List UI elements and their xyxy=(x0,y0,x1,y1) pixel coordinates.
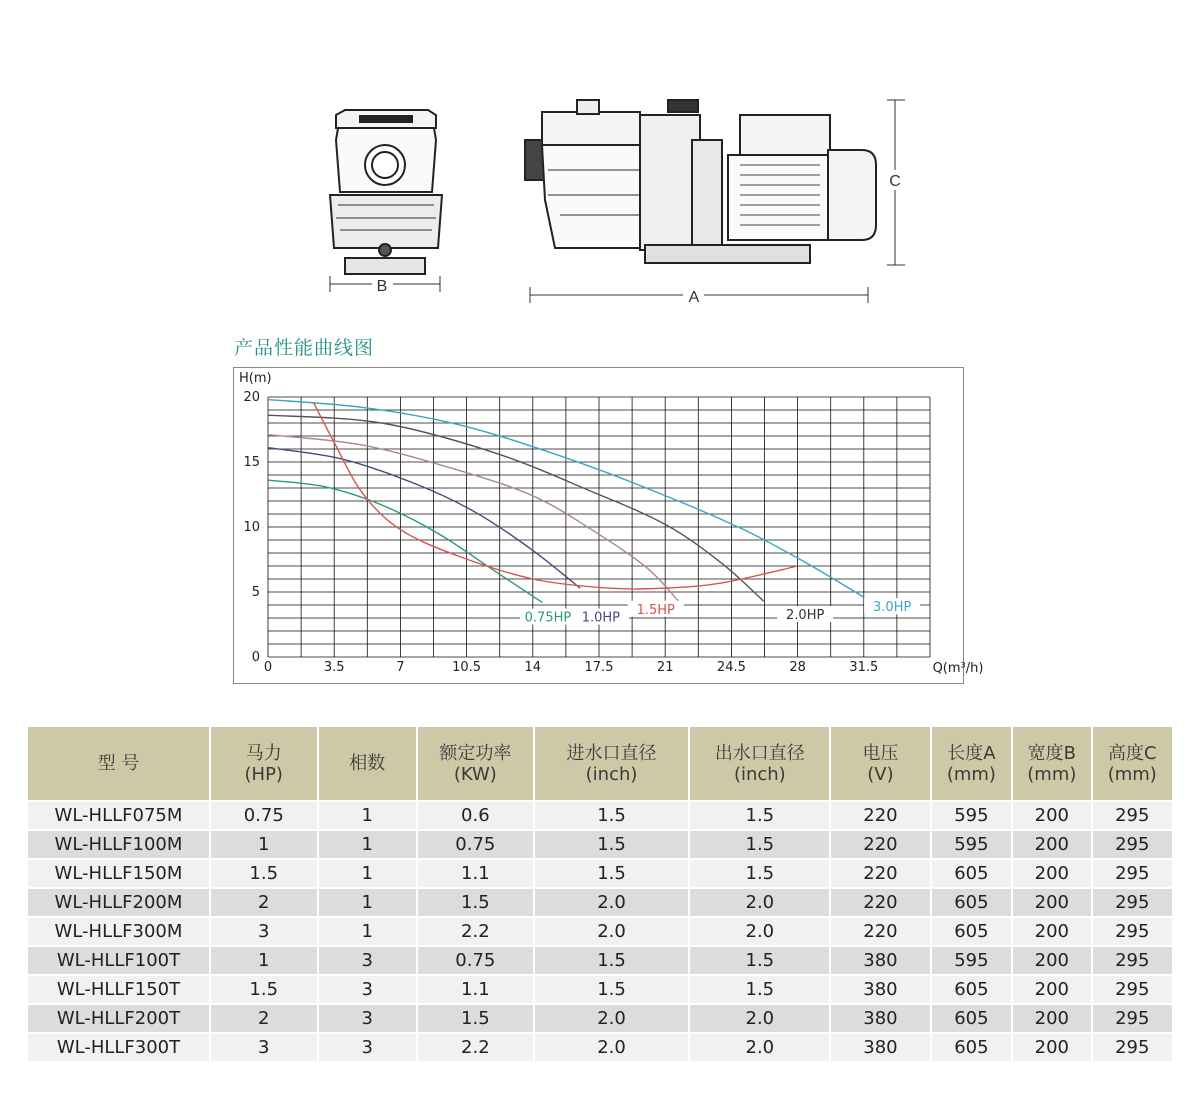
table-cell: 1 xyxy=(211,831,317,858)
table-cell: 1 xyxy=(319,860,417,887)
column-header xyxy=(1093,727,1172,800)
table-cell: 1.5 xyxy=(535,802,689,829)
table-cell: WL-HLLF150M xyxy=(28,860,209,887)
table-cell: 295 xyxy=(1093,947,1172,974)
table-cell: 3 xyxy=(319,976,417,1003)
column-header-label: 型 号 xyxy=(97,753,140,774)
table-cell: 295 xyxy=(1093,802,1172,829)
series-label: 0.75HP xyxy=(524,610,572,626)
series-label: 3.0HP xyxy=(873,600,912,616)
series-label: 2.0HP xyxy=(786,608,825,623)
table-cell: 1.5 xyxy=(690,976,829,1003)
x-tick-label: 10.5 xyxy=(452,660,482,675)
table-cell: 200 xyxy=(1013,889,1090,916)
table-cell: WL-HLLF100M xyxy=(28,831,209,858)
table-cell: 0.75 xyxy=(418,831,533,858)
table-cell: 200 xyxy=(1013,831,1090,858)
pump-side-view xyxy=(525,100,876,263)
column-header-label: 马力 xyxy=(245,742,282,764)
column-header xyxy=(28,727,209,800)
y-tick-label: 0 xyxy=(251,650,260,665)
table-cell: WL-HLLF100T xyxy=(28,947,209,974)
table-cell: 1 xyxy=(211,947,317,974)
table-cell: 2 xyxy=(211,1005,317,1032)
table-cell: 1 xyxy=(319,918,417,945)
column-header-unit: (mm) xyxy=(1107,763,1157,785)
table-cell: 605 xyxy=(932,918,1011,945)
y-tick-label: 15 xyxy=(243,455,260,470)
table-cell: 3 xyxy=(319,1005,417,1032)
table-cell: 1.5 xyxy=(690,802,829,829)
table-cell: 220 xyxy=(831,860,930,887)
table-cell: 380 xyxy=(831,1005,930,1032)
table-cell: 595 xyxy=(932,947,1011,974)
table-cell: 200 xyxy=(1013,860,1090,887)
table-row xyxy=(28,889,1172,916)
table-cell: 605 xyxy=(932,860,1011,887)
spec-table xyxy=(26,725,1174,1063)
table-row xyxy=(28,976,1172,1003)
column-header-label: 宽度B xyxy=(1027,742,1076,764)
pump-drawings xyxy=(0,0,1200,320)
table-row xyxy=(28,860,1172,887)
table-header-row xyxy=(28,727,1172,800)
table-cell: 1.1 xyxy=(418,860,533,887)
x-tick-label: 0 xyxy=(263,660,273,675)
x-tick-label: 28 xyxy=(789,660,806,675)
table-cell: 220 xyxy=(831,831,930,858)
column-header xyxy=(831,727,930,800)
table-cell: 380 xyxy=(831,976,930,1003)
column-header-unit: (KW) xyxy=(453,763,497,785)
table-cell: 0.6 xyxy=(418,802,533,829)
x-tick-label: 17.5 xyxy=(584,660,614,675)
table-cell: 595 xyxy=(932,831,1011,858)
column-header-unit: (mm) xyxy=(1027,763,1077,785)
table-cell: 2.0 xyxy=(690,1034,829,1061)
table-cell: 295 xyxy=(1093,860,1172,887)
column-header-label: 长度A xyxy=(947,742,996,764)
table-cell: WL-HLLF150T xyxy=(28,976,209,1003)
series-line-2-0hp xyxy=(268,415,764,601)
table-cell: 2 xyxy=(211,889,317,916)
table-cell: 595 xyxy=(932,802,1011,829)
column-header-label: 相数 xyxy=(349,753,386,774)
table-cell: 2.2 xyxy=(418,1034,533,1061)
table-cell: WL-HLLF200M xyxy=(28,889,209,916)
table-cell: 1.5 xyxy=(690,860,829,887)
table-cell: 2.0 xyxy=(690,918,829,945)
table-cell: 295 xyxy=(1093,889,1172,916)
table-cell: WL-HLLF300T xyxy=(28,1034,209,1061)
table-cell: 3 xyxy=(211,918,317,945)
table-cell: 295 xyxy=(1093,918,1172,945)
table-cell: 2.0 xyxy=(535,918,689,945)
table-cell: 1.5 xyxy=(418,1005,533,1032)
x-tick-label: 24.5 xyxy=(716,660,746,675)
table-cell: 1.5 xyxy=(418,889,533,916)
table-cell: 3 xyxy=(319,947,417,974)
x-tick-label: 21 xyxy=(656,660,674,675)
table-row xyxy=(28,1034,1172,1061)
series-label: 1.5HP xyxy=(636,602,675,618)
table-row xyxy=(28,918,1172,945)
column-header-unit: (mm) xyxy=(946,763,996,785)
table-cell: 1 xyxy=(319,831,417,858)
dimension-b-label: B xyxy=(376,278,388,295)
table-cell: 1.5 xyxy=(535,947,689,974)
table-cell: 2.0 xyxy=(535,1034,689,1061)
table-cell: 200 xyxy=(1013,947,1090,974)
column-header-unit: (HP) xyxy=(244,763,283,785)
table-cell: 220 xyxy=(831,889,930,916)
table-cell: 3 xyxy=(319,1034,417,1061)
x-tick-label: 7 xyxy=(396,660,405,675)
table-cell: 605 xyxy=(932,1034,1011,1061)
table-cell: 2.2 xyxy=(418,918,533,945)
table-cell: 380 xyxy=(831,1034,930,1061)
table-row xyxy=(28,831,1172,858)
table-cell: 1.5 xyxy=(535,976,689,1003)
series-line-1-0hp xyxy=(268,448,580,588)
y-tick-label: 5 xyxy=(251,585,260,600)
table-cell: 200 xyxy=(1013,1034,1090,1061)
x-tick-label: 31.5 xyxy=(849,660,879,675)
table-cell: 200 xyxy=(1013,976,1090,1003)
series-line-1-5hp xyxy=(268,435,678,601)
table-row xyxy=(28,947,1172,974)
series-line-0-75hp xyxy=(268,480,542,602)
table-cell: 2.0 xyxy=(535,889,689,916)
table-cell: 1.5 xyxy=(535,831,689,858)
column-header xyxy=(690,727,829,800)
dimension-c-label: C xyxy=(889,173,901,190)
table-cell: 380 xyxy=(831,947,930,974)
table-cell: 0.75 xyxy=(418,947,533,974)
table-cell: 2.0 xyxy=(535,1005,689,1032)
series-line-efficiency xyxy=(313,402,797,589)
table-cell: 1.5 xyxy=(690,947,829,974)
table-cell: 295 xyxy=(1093,1005,1172,1032)
column-header xyxy=(418,727,533,800)
table-cell: 1.5 xyxy=(211,860,317,887)
dimension-a-label: A xyxy=(688,289,700,306)
column-header-label: 高度C xyxy=(1107,742,1157,764)
table-cell: 3 xyxy=(211,1034,317,1061)
column-header xyxy=(1013,727,1090,800)
table-cell: 295 xyxy=(1093,1034,1172,1061)
column-header xyxy=(535,727,689,800)
chart-title: 产品性能曲线图 xyxy=(234,337,375,359)
table-cell: 2.0 xyxy=(690,889,829,916)
series-label: 1.0HP xyxy=(581,610,621,626)
table-cell: WL-HLLF300M xyxy=(28,918,209,945)
table-cell: 1 xyxy=(319,802,417,829)
column-header-unit: (inch) xyxy=(733,763,786,785)
table-cell: WL-HLLF200T xyxy=(28,1005,209,1032)
column-header xyxy=(211,727,317,800)
column-header-label: 出水口直径 xyxy=(714,742,805,764)
table-cell: 605 xyxy=(932,889,1011,916)
table-cell: 295 xyxy=(1093,831,1172,858)
table-cell: 2.0 xyxy=(690,1005,829,1032)
table-cell: 605 xyxy=(932,1005,1011,1032)
table-cell: 1 xyxy=(319,889,417,916)
column-header-label: 电压 xyxy=(862,742,899,764)
table-cell: 200 xyxy=(1013,1005,1090,1032)
table-cell: 1.1 xyxy=(418,976,533,1003)
column-header-unit: (V) xyxy=(867,763,894,785)
table-cell: WL-HLLF075M xyxy=(28,802,209,829)
y-tick-label: 20 xyxy=(243,390,260,405)
column-header-label: 额定功率 xyxy=(439,742,512,764)
table-row xyxy=(28,1005,1172,1032)
table-cell: 220 xyxy=(831,802,930,829)
table-cell: 1.5 xyxy=(690,831,829,858)
x-axis-label: Q(m³/h) xyxy=(932,661,984,676)
table-cell: 1.5 xyxy=(211,976,317,1003)
pump-front-view xyxy=(330,110,442,274)
x-tick-label: 14 xyxy=(524,660,542,675)
x-tick-label: 3.5 xyxy=(323,660,345,675)
y-tick-label: 10 xyxy=(243,520,260,535)
performance-chart xyxy=(233,367,984,684)
column-header-unit: (inch) xyxy=(585,763,638,785)
y-axis-label: H(m) xyxy=(239,371,272,386)
table-cell: 220 xyxy=(831,918,930,945)
column-header xyxy=(319,727,417,800)
table-cell: 295 xyxy=(1093,976,1172,1003)
column-header-label: 进水口直径 xyxy=(566,742,657,764)
table-cell: 200 xyxy=(1013,802,1090,829)
table-cell: 605 xyxy=(932,976,1011,1003)
table-cell: 1.5 xyxy=(535,860,689,887)
table-cell: 0.75 xyxy=(211,802,317,829)
table-cell: 200 xyxy=(1013,918,1090,945)
column-header xyxy=(932,727,1011,800)
table-row xyxy=(28,802,1172,829)
